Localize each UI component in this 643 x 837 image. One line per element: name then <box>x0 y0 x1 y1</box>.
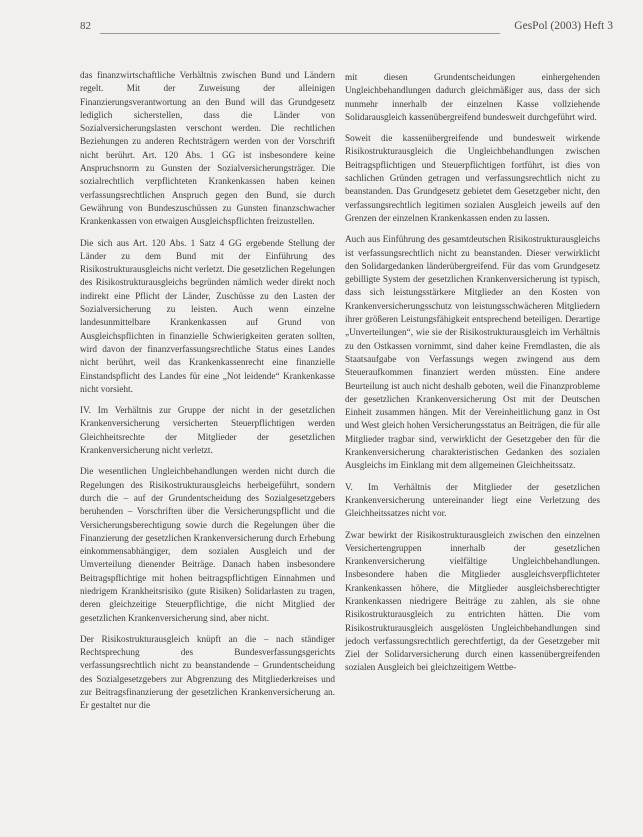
paragraph: Der Risikostrukturausgleich knüpft an die – nach ständiger Rechtsprechung des Bundesverfassungsgerichts verfassungsrechtlich nicht zu beanstandende – Grundentscheidung des Sozialgesetzgebers zur Abgrenzung des Mitgliederkreises und zur Beitragsfinanzierung der gesetzlichen Krankenversicherung an. Er gestaltet nur die <box>80 634 335 712</box>
left-column <box>80 70 335 714</box>
paragraph: Die wesentlichen Ungleichbehandlungen werden nicht durch die Regelungen des Risikostrukturausgleichs herbeigeführt, sondern durch die – auf der Grundentscheidung des Sozialgesetzgebers beruhenden – Vorschriften über die Versicherungspflicht und die Versicherungsberechtigung sowie durch die Regelungen über die Finanzierung der gesetzlichen Krankenversicherung durch Erhebung einkommensabhängiger, dem sozialen Ausgleich und der Umverteilung dienender Beiträge. Danach haben insbesondere Beitragspflichtige mit hohen beitragspflichtigen Einnahmen und niedrigem Krankheitsrisiko (gute Risiken) Solidarlasten zu tragen, deren gleichzeitige Steuerpflichtige, die nicht Mitglied der gesetzlichen Krankenversicherung sind, aber nicht. <box>80 467 335 624</box>
paragraph: Zwar bewirkt der Risikostrukturausgleich zwischen den einzelnen Versichertengruppen innerhalb der gesetzlichen Krankenversicherung vielfältige Ungleichbehandlungen. Insbesondere haben die Mitglieder ausgleichsverpflichteter Krankenkassen höhere, die Mitglieder ausgleichsberechtigter Krankenkassen niedrigere Beiträge zu zahlen, als sie ohne Risikostrukturausgleich zu entrichten hätten. Die vom Risikostrukturausgleich ausgelösten Ungleichbehandlungen sind jedoch verfassungsrechtlich gerechtfertigt, da der Gesetzgeber mit Ziel der Solidarversicherung durch einen kassenübergreifenden sozialen Ausgleich bei gleichzeitigem Wettbe- <box>345 530 600 674</box>
paragraph: Soweit die kassenübergreifende und bundesweit wirkende Risikostrukturausgleich die Ungleichbehandlungen zwischen Beitragspflichtigen und Steuerpflichtigen fortführt, ist dies von sachlichen Gründen getragen und verfassungsrechtlich nicht zu beanstanden. Das Grundgesetz gebietet dem Gesetzgeber nicht, den verfassungsrechtlich legitimen sozialen Ausgleich jeweils auf den Grenzen der einzelnen Krankenkassen enden zu lassen. <box>345 134 600 224</box>
thesis-paragraph: IV. Im Verhältnis zur Gruppe der nicht in der gesetzlichen Krankenversicherung versicherten Steuerpflichtigen werden Gleichheitsrechte der Mitglieder der gesetzlichen Krankenversicherung nicht verletzt. <box>80 406 335 457</box>
page-number: 82 <box>80 20 91 32</box>
paragraph: Die sich aus Art. 120 Abs. 1 Satz 4 GG ergebende Stellung der Länder zu dem Bund mit der Einführung des Risikostrukturausgleichs nicht verletzt. Die gesetzlichen Regelungen des Risikostrukturausgleichs begründen nämlich weder direkt noch indirekt eine Pflicht der Länder, Zuschüsse zu den Lasten der Sozialversicherung zu leisten. Auch wenn einzelne landesunmittelbare Krankenkassen auf Grund von Ausgleichspflichten in finanzielle Schwierigkeiten geraten sollten, wird davon der finanzverfassungsrechtliche Status eines Landes nicht berührt, weil das Krankenkassenrecht eine finanzielle Einstandspflicht des Landes für eine „Not leidende“ Krankenkasse nicht vorsieht. <box>80 238 335 395</box>
paragraph: mit diesen Grundentscheidungen einhergehenden Ungleichbehandlungen dadurch gleichmäßiger aus, dass der sich nunmehr innerhalb der einzelnen Kasse vollziehende Solidarausgleich kassenübergreifend bundesweit durchgeführt wird. <box>345 73 600 123</box>
thesis-paragraph: V. Im Verhältnis der Mitglieder der gesetzlichen Krankenversicherung untereinander liegt eine Verletzung des Gleichheitssatzes nicht vor. <box>345 482 600 520</box>
paragraph: Auch aus Einführung des gesamtdeutschen Risikostrukturausgleichs ist verfassungsrechtlich nicht zu beanstanden. Dieser verwirklicht den Solidargedanken länderübergreifend. Für das vom Grundgesetz gebilligte System der gesetzlichen Krankenversicherung ist typisch, dass sich leistungsstärkere Mitglieder an den Kosten von Krankenversicherungsschutz von leistungsschwächeren Mitgliedern ihrer größeren Leistungsfähigkeit entsprechend beteiligen. Derartige „Unverteilungen“, wie sie der Risikostrukturausgleich im Verhältnis zu den Ostkassen vornimmt, sind daher keine Fremdlasten, die als Staatsaufgabe von Verfassungs wegen zwingend aus dem Steueraufkommen finanziert werden müssten. Eine andere Beurteilung ist auch nicht deshalb geboten, weil die Finanzprobleme der gesetzlichen Krankenversicherung Ost mit der Deutschen Einheit zusammen hängen. Mit der Vereinheitlichung ganz in Ost und West gleich hohen Versicherungsstatus an Beiträgen, die für alle Mitglieder tragbar sind, verwirklicht der Gesetzgeber den für die Krankenversicherung charakteristischen Gedanken des sozialen Ausgleichs im Einklang mit dem allgemeinen Gleichheitssatz. <box>345 235 600 472</box>
right-column <box>345 72 600 676</box>
paragraph: das finanzwirtschaftliche Verhältnis zwischen Bund und Ländern regelt. Mit der Zuweisung der alleinigen Finanzierungsverantwortung an den Bund will das Grundgesetz lediglich sicherstellen, dass die Länder von Sozialversicherungslasten verschont werden. Die rechtlichen Beziehungen zu anderen Rechtsträgern werden von der Vorschrift nicht berührt. Art. 120 Abs. 1 GG ist insbesondere keine Anspruchsnorm zu Gunsten der Sozialversicherungsträger. Die sozialrechtlich verpflichteten Krankenkassen haben keinen verfassungsrechtlichen Anspruch gegen den Bund, sie durch Gewährung von Bundeszuschüssen zu Gunsten finanzschwacher Krankenkassen von etwaigen Ausgleichspflichten freizustellen. <box>80 71 335 228</box>
header-rule <box>100 33 500 34</box>
journal-title: GesPol (2003) Heft 3 <box>514 20 613 32</box>
